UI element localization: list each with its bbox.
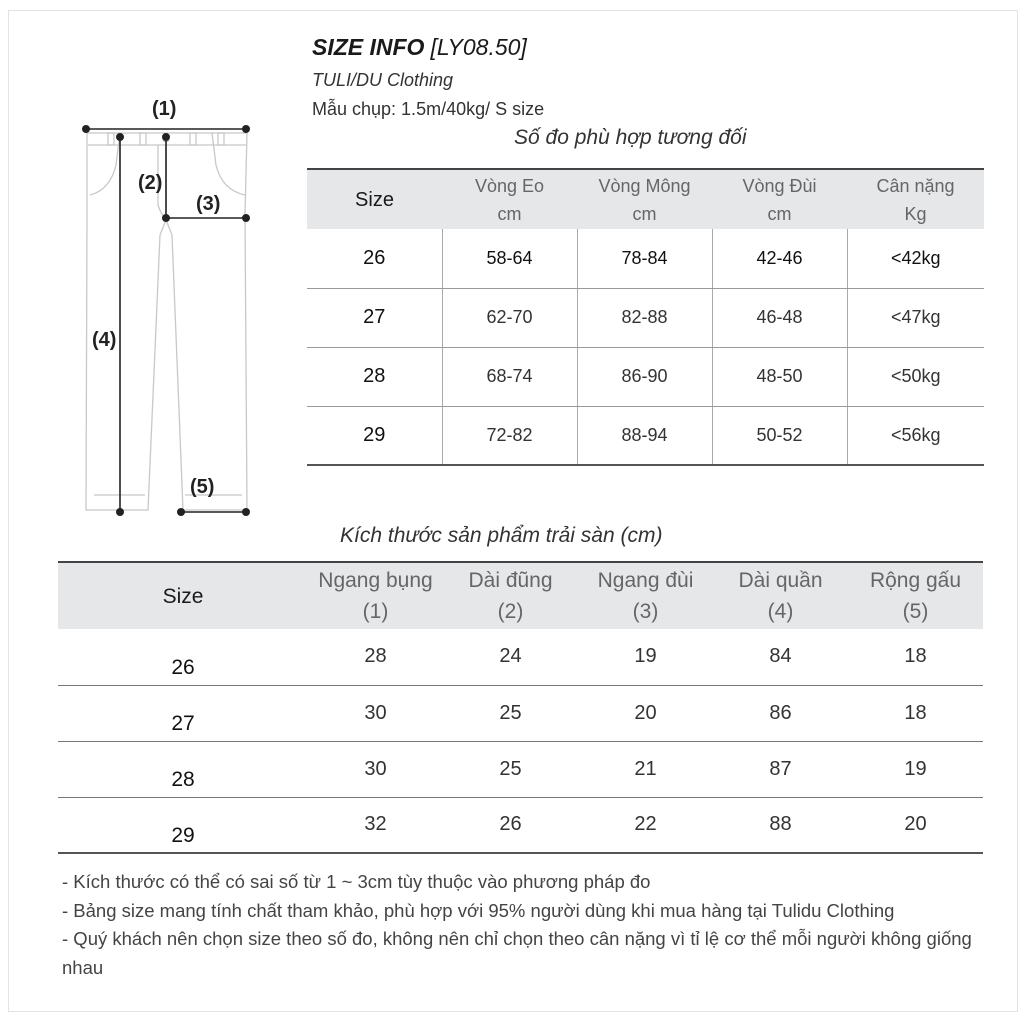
measure-label-2: (2): [138, 172, 163, 194]
table-cell: 30: [308, 685, 443, 741]
table-cell: 48-50: [712, 347, 847, 406]
col-header: Ngang bụng (1): [308, 562, 443, 629]
table-row: [58, 797, 983, 853]
size-cell: 29: [307, 406, 442, 465]
table-cell: 68-74: [442, 347, 577, 406]
col-header: Dài đũng (2): [443, 562, 578, 629]
size-header: Size: [58, 562, 308, 629]
table-cell: 88-94: [577, 406, 712, 465]
body-measurement-table: [307, 168, 984, 466]
measure-label-1: (1): [152, 98, 177, 120]
size-cell: 28: [58, 741, 308, 797]
col-header: Dài quần (4): [713, 562, 848, 629]
table-header-row: [58, 562, 983, 629]
table-cell: 82-88: [577, 288, 712, 347]
table-cell: 72-82: [442, 406, 577, 465]
table-row: [307, 229, 984, 288]
table-cell: 28: [308, 629, 443, 685]
table-cell: <56kg: [847, 406, 984, 465]
table-cell: 87: [713, 741, 848, 797]
table2-caption: Kích thước sản phẩm trải sàn (cm): [340, 524, 663, 547]
model-info: Mẫu chụp: 1.5m/40kg/ S size: [312, 99, 545, 119]
table-cell: 25: [443, 685, 578, 741]
table-cell: 62-70: [442, 288, 577, 347]
note-item: - Quý khách nên chọn size theo số đo, không nên chỉ chọn theo cân nặng vì tỉ lệ cơ thể mỗi người không giống nhau: [62, 928, 972, 978]
table-header-row: [307, 169, 984, 229]
table-cell: 84: [713, 629, 848, 685]
brand-name: TULI/DU Clothing: [312, 70, 454, 90]
jeans-diagram: [60, 95, 290, 525]
table-cell: 24: [443, 629, 578, 685]
size-cell: 26: [58, 629, 308, 685]
table-cell: 21: [578, 741, 713, 797]
page-title: SIZE INFO [LY08.50]: [312, 34, 527, 60]
col-header: Rộng gấu (5): [848, 562, 983, 629]
table-cell: <42kg: [847, 229, 984, 288]
table-row: [58, 741, 983, 797]
table-row: [307, 288, 984, 347]
size-header: Size: [307, 169, 442, 229]
table-row: [58, 685, 983, 741]
col-header: Ngang đùi (3): [578, 562, 713, 629]
table-cell: 46-48: [712, 288, 847, 347]
col-header: Vòng Đùi cm: [712, 169, 847, 229]
table-cell: 20: [578, 685, 713, 741]
table-cell: 18: [848, 685, 983, 741]
product-code: [LY08.50]: [430, 34, 527, 60]
size-cell: 26: [307, 229, 442, 288]
table-cell: 42-46: [712, 229, 847, 288]
table-cell: <50kg: [847, 347, 984, 406]
table-row: [307, 406, 984, 465]
table-cell: 19: [578, 629, 713, 685]
table-cell: 22: [578, 797, 713, 853]
table-cell: <47kg: [847, 288, 984, 347]
jeans-icon: [60, 95, 290, 525]
table-cell: 30: [308, 741, 443, 797]
table-cell: 18: [848, 629, 983, 685]
measure-label-5: (5): [190, 476, 215, 498]
size-cell: 27: [307, 288, 442, 347]
size-cell: 29: [58, 797, 308, 853]
table-cell: 32: [308, 797, 443, 853]
measure-label-4: (4): [92, 329, 117, 351]
product-measurement-table: [58, 561, 983, 854]
table-cell: 50-52: [712, 406, 847, 465]
col-header: Vòng Eo cm: [442, 169, 577, 229]
table-cell: 86-90: [577, 347, 712, 406]
table-cell: 26: [443, 797, 578, 853]
table-row: [58, 629, 983, 685]
size-cell: 28: [307, 347, 442, 406]
notes: [62, 868, 992, 982]
note-item: - Bảng size mang tính chất tham khảo, phù hợp với 95% người dùng khi mua hàng tại Tulidu Clothing: [62, 899, 895, 921]
table1-caption: Số đo phù hợp tương đối: [514, 126, 747, 149]
table-cell: 25: [443, 741, 578, 797]
table-cell: 78-84: [577, 229, 712, 288]
col-header: Cân nặng Kg: [847, 169, 984, 229]
size-cell: 27: [58, 685, 308, 741]
table-row: [307, 347, 984, 406]
table-cell: 88: [713, 797, 848, 853]
note-item: - Kích thước có thể có sai số từ 1 ~ 3cm tùy thuộc vào phương pháp đo: [62, 871, 651, 892]
table-cell: 19: [848, 741, 983, 797]
table-cell: 20: [848, 797, 983, 853]
measure-label-3: (3): [196, 193, 221, 215]
table-cell: 86: [713, 685, 848, 741]
table-cell: 58-64: [442, 229, 577, 288]
col-header: Vòng Mông cm: [577, 169, 712, 229]
